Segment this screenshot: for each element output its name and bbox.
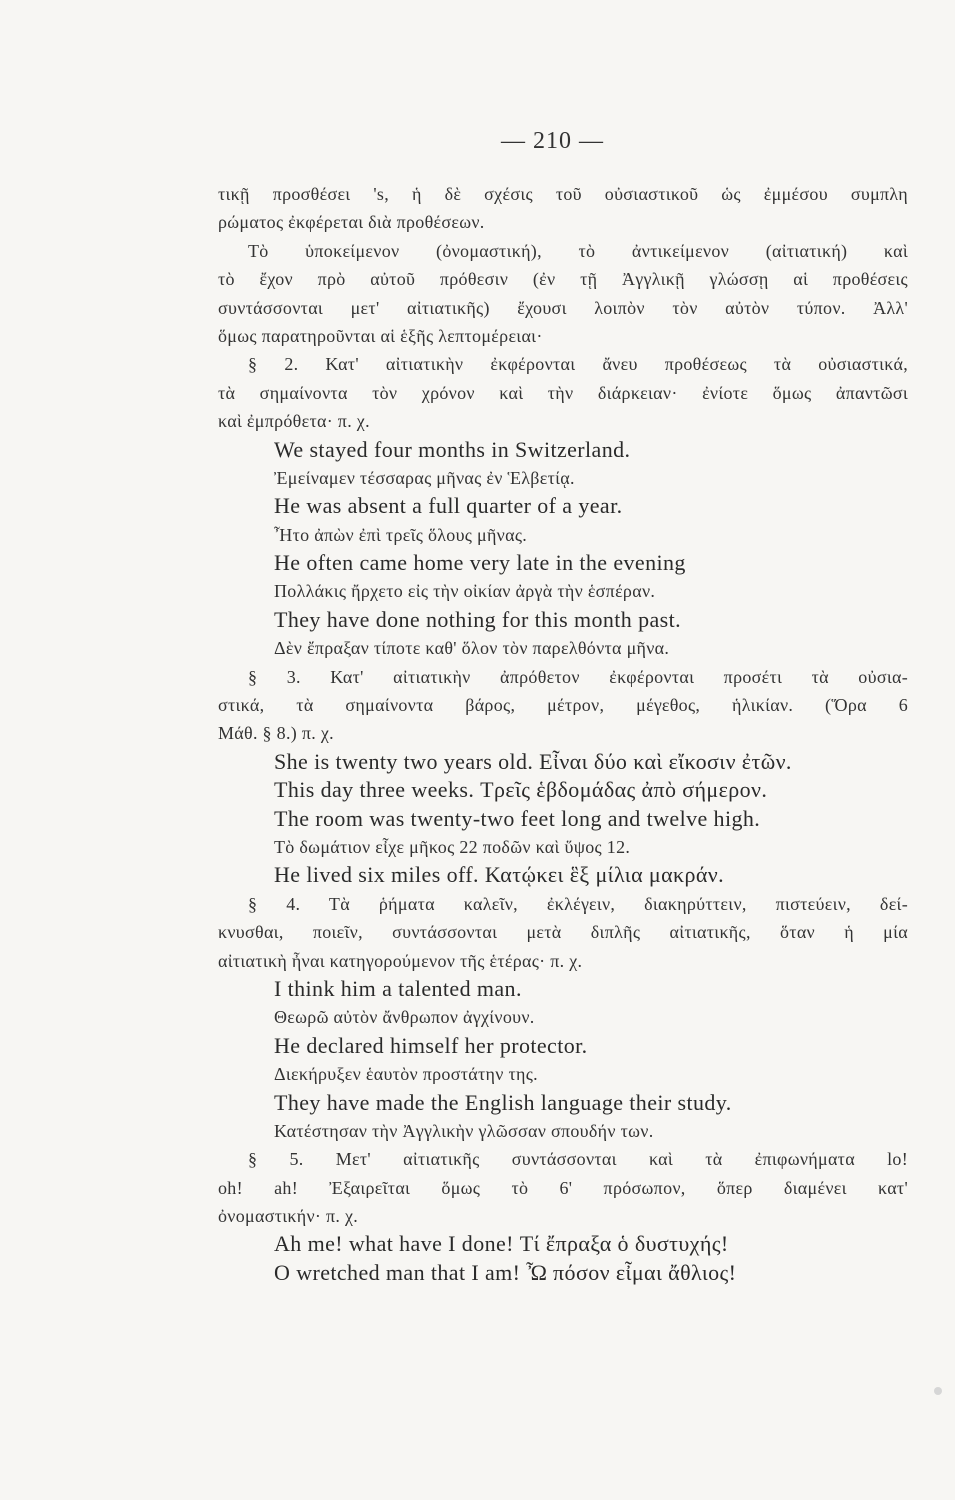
text-line: ὀνομαστικήν· π. χ. [218, 1206, 359, 1227]
text-line: συντάσσονται μετ' αἰτιατικῆς) ἔχουσι λοιπὸν τὸν αὐτὸν τύπον. Ἀλλ' [218, 297, 908, 318]
example-greek: Δὲν ἔπραξαν τίποτε καθ' ὅλον τὸν παρελθόντα μῆνα. [274, 638, 670, 659]
example-greek: Τὸ δωμάτιον εἶχε μῆκος 22 ποδῶν καὶ ὕψος 12. [274, 836, 631, 857]
example-line: This day three weeks. Τρεῖς ἑβδομάδας ἀπὸ σήμερον. [274, 777, 768, 803]
text-line: τὸ ἔχον πρὸ αὐτοῦ πρόθεσιν (ἐν τῇ Ἀγγλικῇ γλώσσῃ αἱ προθέσεις [218, 269, 908, 290]
example-greek: Ἦτο ἀπὼν ἐπὶ τρεῖς ὅλους μῆνας. [274, 524, 528, 545]
example-english: He often came home very late in the evening [274, 550, 686, 576]
example-english: They have made the English language their study. [274, 1089, 732, 1115]
page-number: — 210 — [501, 128, 604, 154]
example-greek: Θεωρῶ αὐτὸν ἄνθρωπον ἀγχίνουν. [274, 1007, 535, 1028]
text-line: § 5. Μετ' αἰτιατικῆς συντάσσονται καὶ τὰ ἐπιφωνήματα lo! [248, 1149, 908, 1170]
example-line: He lived six miles off. Κατῴκει ἓξ μίλια μακράν. [274, 862, 725, 888]
example-english: I think him a talented man. [274, 975, 522, 1001]
example-greek: Διεκήρυξεν ἑαυτὸν προστάτην της. [274, 1064, 538, 1085]
example-greek: Πολλάκις ἤρχετο εἰς τὴν οἰκίαν ἀργὰ τὴν ἑσπέραν. [274, 581, 656, 602]
example-english: He declared himself her protector. [274, 1032, 588, 1058]
text-line: ὅμως παρατηροῦνται αἱ ἑξῆς λεπτομέρειαι· [218, 325, 543, 346]
text-line: στικά, τὰ σημαίνοντα βάρος, μέτρον, μέγεθος, ἡλικίαν. (Ὅρα 6 [218, 695, 908, 716]
example-english: They have done nothing for this month past. [274, 606, 682, 632]
text-line: oh! ah! Ἐξαιρεῖται ὅμως τὸ 6' πρόσωπον, ὅπερ διαμένει κατ' [218, 1177, 908, 1198]
text-line: Τὸ ὑποκείμενον (ὀνομαστική), τὸ ἀντικείμενον (αἰτιατική) καὶ [248, 240, 908, 261]
example-english: The room was twenty-two feet long and twelve high. [274, 805, 761, 831]
example-line: O wretched man that I am! Ὦ πόσον εἶμαι ἄθλιος! [274, 1259, 737, 1285]
text-line: τικῇ προσθέσει 's, ἡ δὲ σχέσις τοῦ οὐσιαστικοῦ ὡς ἐμμέσου συμπλη [218, 184, 908, 204]
example-english: He was absent a full quarter of a year. [274, 493, 623, 519]
example-english: We stayed four months in Switzerland. [274, 436, 631, 462]
example-greek: Κατέστησαν τὴν Ἀγγλικὴν γλῶσσαν σπουδήν των. [274, 1120, 654, 1141]
page-body [218, 180, 908, 1287]
text-line: καὶ ἐμπρόθετα· π. χ. [218, 411, 370, 432]
example-line: She is twenty two years old. Εἶναι δύο καὶ εἴκοσιν ἐτῶν. [274, 748, 792, 774]
text-line: αἰτιατικὴ ἦναι κατηγορούμενον τῆς ἑτέρας· π. χ. [218, 950, 583, 971]
example-greek: Ἐμείναμεν τέσσαρας μῆνας ἐν Ἑλβετίᾳ. [274, 467, 575, 488]
paper-speck [934, 1387, 942, 1395]
text-line: ρώματος ἐκφέρεται διὰ προθέσεων. [218, 212, 485, 233]
text-line: § 4. Τὰ ῥήματα καλεῖν, ἐκλέγειν, διακηρύττειν, πιστεύειν, δεί- [248, 893, 908, 914]
text-line: § 3. Κατ' αἰτιατικὴν ἀπρόθετον ἐκφέρονται προσέτι τὰ οὐσια- [248, 666, 908, 687]
text-line: § 2. Κατ' αἰτιατικὴν ἐκφέρονται ἄνευ προθέσεως τὰ οὐσιαστικά, [248, 354, 908, 375]
text-line: τὰ σημαίνοντα τὸν χρόνον καὶ τὴν διάρκειαν· ἐνίοτε ὅμως ἀπαντῶσι [218, 382, 908, 403]
text-line: κνυσθαι, ποιεῖν, συντάσσονται μετὰ διπλῆς αἰτιατικῆς, ὅταν ἡ μία [218, 922, 908, 943]
text-line: Μάθ. § 8.) π. χ. [218, 723, 334, 744]
example-line: Ah me! what have I done! Τί ἔπραξα ὁ δυστυχής! [274, 1231, 729, 1257]
